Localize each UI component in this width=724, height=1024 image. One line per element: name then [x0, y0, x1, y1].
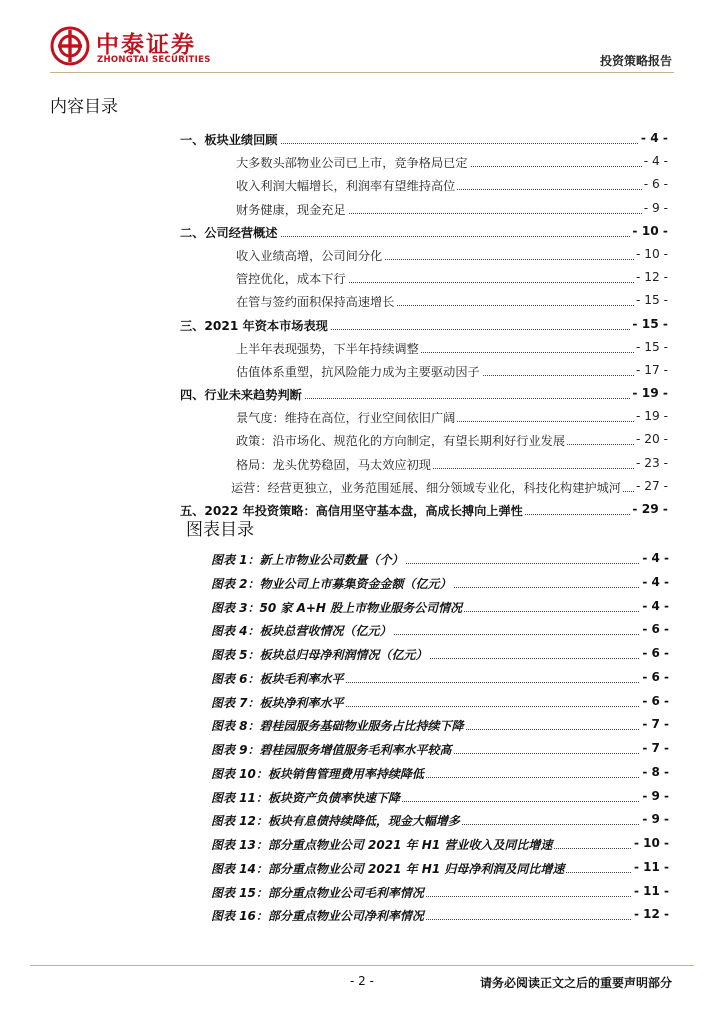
figure-entry-page: - 6 - — [642, 693, 669, 708]
logo-english-name: ZHONGTAI SECURITIES — [97, 55, 211, 65]
figure-entry[interactable] — [211, 691, 669, 715]
toc-subsection-entry[interactable] — [180, 244, 668, 267]
toc-subsection-entry[interactable] — [180, 337, 668, 360]
figure-entry-page: - 9 - — [642, 788, 669, 803]
table-of-contents — [180, 128, 668, 522]
figure-entry-label: 图表 14：部分重点物业公司 2021 年 H1 归母净利润及同比增速 — [211, 861, 565, 876]
toc-entry-page: - 15 - — [632, 316, 668, 331]
toc-entry-page: - 4 - — [643, 154, 668, 169]
figure-entry-page: - 4 - — [642, 574, 669, 589]
toc-entry-page: - 4 - — [640, 131, 668, 145]
toc-subsection-entry[interactable] — [180, 174, 668, 197]
disclaimer-text: 请务必阅读正文之后的重要声明部分 — [479, 976, 672, 990]
figure-entry-page: - 7 - — [642, 741, 669, 755]
toc-entry-page: - 10 - — [635, 246, 668, 261]
toc-subsection-entry[interactable] — [180, 429, 668, 452]
toc-section-entry[interactable] — [180, 221, 668, 244]
report-type-label: 投资策略报告 — [599, 54, 672, 68]
toc-entry-label: 财务健康，现金充足 — [236, 202, 346, 217]
toc-entry-page: - 9 - — [643, 200, 668, 215]
toc-subsection-entry[interactable] — [180, 290, 668, 313]
figure-entry-label: 图表 16：部分重点物业公司净利率情况 — [211, 909, 424, 924]
figure-entry[interactable] — [211, 643, 669, 667]
toc-entry-label: 估值体系重塑，抗风险能力成为主要驱动因子 — [236, 364, 480, 379]
figure-entry-page: - 11 - — [633, 859, 669, 874]
toc-subsection-entry[interactable] — [180, 476, 668, 499]
figure-entry[interactable] — [211, 548, 669, 572]
toc-subsection-entry[interactable] — [180, 151, 668, 174]
toc-entry-page: - 15 - — [635, 293, 668, 308]
contents-title: 内容目录 — [50, 97, 118, 117]
company-logo — [50, 26, 225, 70]
figure-entry-label: 图表 9：碧桂园服务增值服务毛利率水平较高 — [211, 743, 452, 757]
figure-entry-label: 图表 15：部分重点物业公司毛利率情况 — [211, 885, 424, 900]
figure-entry-label: 图表 6：板块毛利率水平 — [211, 671, 344, 686]
figure-entry[interactable] — [211, 596, 669, 620]
figure-entry-page: - 8 - — [642, 764, 669, 779]
toc-entry-label: 一、板块业绩回顾 — [180, 133, 278, 147]
figure-entry[interactable] — [211, 762, 669, 786]
toc-subsection-entry[interactable] — [180, 360, 668, 383]
toc-section-entry[interactable] — [180, 128, 668, 151]
figure-entry-label: 图表 8：碧桂园服务基础物业服务占比持续下降 — [211, 719, 464, 734]
figure-entry-label: 图表 11：板块资产负债率快速下降 — [211, 790, 400, 805]
toc-entry-page: - 29 - — [632, 502, 668, 516]
figure-entry[interactable] — [211, 786, 669, 810]
figure-entry-label: 图表 12：板块有息债持续降低，现金大幅增多 — [211, 814, 460, 829]
toc-entry-label: 收入业绩高增，公司间分化 — [236, 248, 383, 263]
zhongtai-logo-icon — [50, 26, 90, 66]
figure-entry[interactable] — [211, 667, 669, 691]
figure-list — [211, 548, 669, 928]
header-divider — [50, 72, 674, 73]
toc-entry-label: 政策：沿市场化、规范化的方向制定，有望长期利好行业发展 — [236, 434, 566, 449]
toc-entry-label: 景气度：维持在高位，行业空间依旧广阔 — [236, 411, 456, 426]
figure-entry-label: 图表 4：板块总营收情况（亿元） — [211, 624, 392, 639]
toc-entry-label: 在管与签约面积保持高速增长 — [236, 295, 395, 310]
figure-entry-page: - 12 - — [633, 907, 669, 922]
toc-entry-page: - 27 - — [635, 478, 668, 493]
toc-entry-label: 上半年表现强势，下半年持续调整 — [236, 341, 419, 356]
toc-entry-label: 管控优化，成本下行 — [236, 272, 346, 287]
figure-entry-page: - 9 - — [642, 812, 669, 827]
figure-entry-label: 图表 3：50 家 A+H 股上市物业服务公司情况 — [211, 600, 463, 615]
toc-entry-label: 三、2021 年资本市场表现 — [180, 318, 328, 333]
figure-entry-page: - 11 - — [633, 883, 669, 898]
figure-entry[interactable] — [211, 904, 669, 928]
figure-entry-page: - 7 - — [642, 717, 669, 732]
toc-entry-label: 四、行业未来趋势判断 — [180, 388, 302, 403]
logo-chinese-name: 中泰证券 — [96, 32, 196, 58]
figure-entry-label: 图表 2：物业公司上市募集资金金额（亿元） — [211, 576, 452, 591]
toc-entry-page: - 6 - — [643, 177, 668, 192]
toc-entry-page: - 20 - — [635, 432, 668, 447]
figure-entry-page: - 6 - — [642, 622, 669, 637]
toc-subsection-entry[interactable] — [180, 453, 668, 476]
figure-entry-label: 图表 13：部分重点物业公司 2021 年 H1 营业收入及同比增速 — [211, 838, 553, 852]
toc-entry-label: 格局：龙头优势稳固，马太效应初现 — [236, 457, 431, 472]
toc-section-entry[interactable] — [180, 383, 668, 406]
toc-entry-label: 大多数头部物业公司已上市，竞争格局已定 — [236, 156, 468, 171]
toc-subsection-entry[interactable] — [180, 198, 668, 221]
figure-entry-label: 图表 7：板块净利率水平 — [211, 695, 344, 710]
toc-entry-page: - 19 - — [632, 386, 668, 401]
toc-entry-page: - 10 - — [632, 223, 668, 238]
toc-entry-page: - 23 - — [635, 455, 668, 470]
figure-entry[interactable] — [211, 833, 669, 857]
toc-entry-page: - 19 - — [635, 409, 668, 424]
figure-entry[interactable] — [211, 714, 669, 738]
toc-subsection-entry[interactable] — [180, 267, 668, 290]
figure-entry-page: - 4 - — [642, 551, 669, 565]
toc-entry-page: - 17 - — [635, 362, 668, 377]
toc-entry-label: 二、公司经营概述 — [180, 225, 278, 240]
toc-entry-label: 五、2022 年投资策略：高信用坚守基本盘，高成长搏向上弹性 — [180, 504, 523, 518]
figure-entry[interactable] — [211, 619, 669, 643]
toc-entry-page: - 12 - — [635, 270, 668, 285]
toc-section-entry[interactable] — [180, 499, 668, 522]
figure-entry-page: - 10 - — [633, 836, 669, 850]
figure-entry-page: - 4 - — [642, 598, 669, 613]
toc-entry-label: 收入利润大幅增长，利润率有望维持高位 — [236, 179, 456, 194]
figure-entry-page: - 6 - — [642, 646, 669, 660]
figure-entry[interactable] — [211, 857, 669, 881]
figure-entry[interactable] — [211, 738, 669, 762]
figure-entry-label: 图表 10：板块销售管理费用率持续降低 — [211, 766, 424, 781]
figures-title: 图表目录 — [186, 520, 254, 540]
figure-entry[interactable] — [211, 881, 669, 905]
toc-subsection-entry[interactable] — [180, 406, 668, 429]
toc-section-entry[interactable] — [180, 314, 668, 337]
page-number: - 2 - — [350, 974, 374, 988]
toc-entry-label: 运营：经营更独立，业务范围延展、细分领域专业化，科技化构建护城河 — [231, 480, 621, 495]
figure-entry-label: 图表 5：板块总归母净利润情况（亿元） — [211, 648, 428, 662]
figure-entry[interactable] — [211, 809, 669, 833]
figure-entry-label: 图表 1：新上市物业公司数量（个） — [211, 553, 404, 567]
figure-entry-page: - 6 - — [642, 669, 669, 684]
footer-divider — [30, 965, 694, 966]
toc-entry-page: - 15 - — [635, 339, 668, 354]
figure-entry[interactable] — [211, 572, 669, 596]
